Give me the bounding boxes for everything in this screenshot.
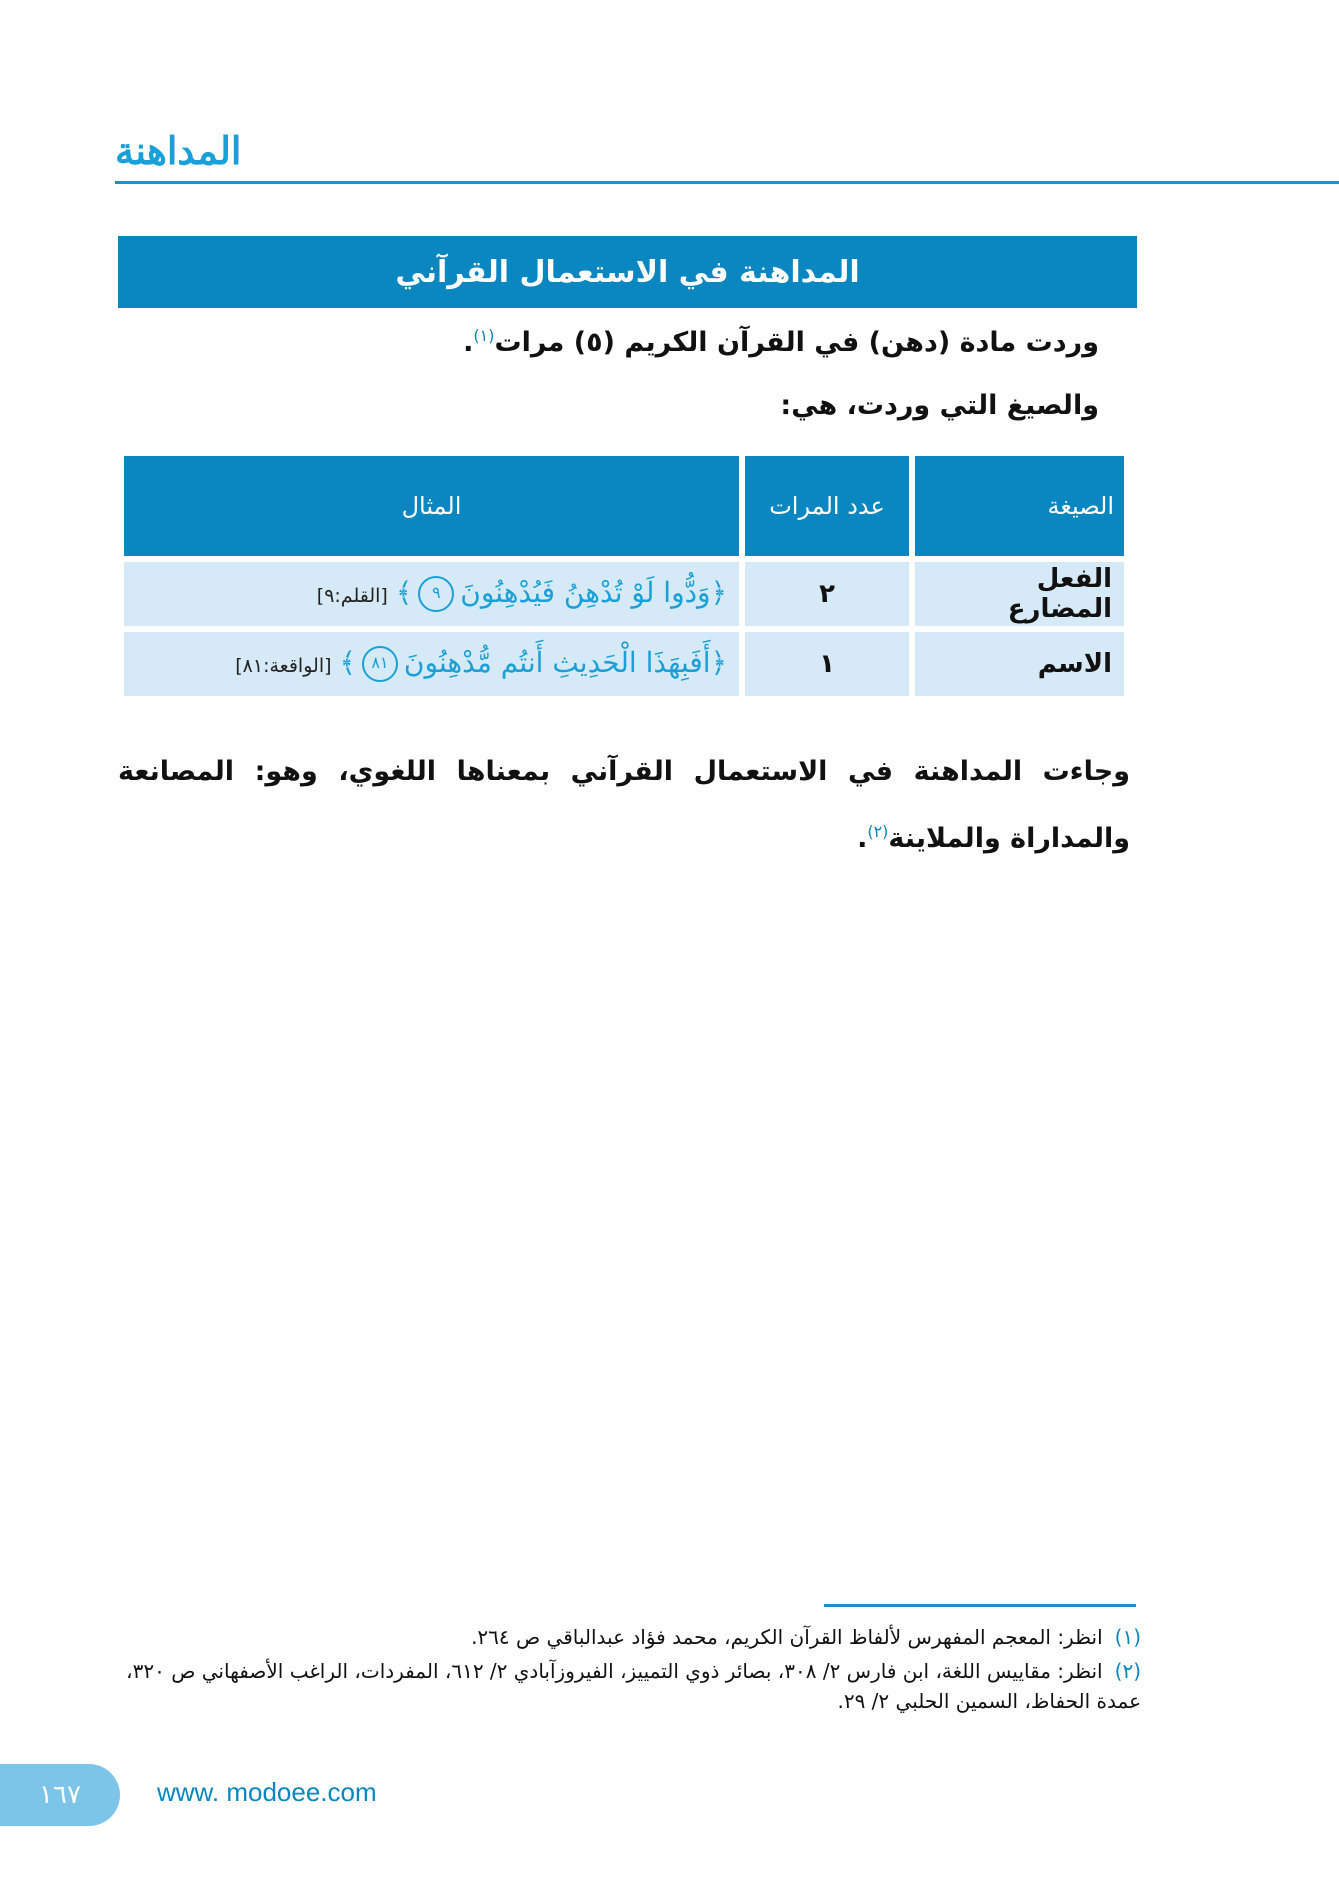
intro-line-2: والصيغ التي وردت، هي:: [780, 390, 1099, 421]
header-form: الصيغة: [915, 456, 1124, 556]
verse-reference: [القلم:٩]: [316, 584, 388, 607]
section-title-bar: [118, 236, 1137, 308]
table-row: [124, 562, 1124, 626]
footnote-2: [119, 1656, 1141, 1716]
footnote-1: [119, 1622, 1141, 1652]
page-number: ١٦٧: [39, 1780, 81, 1810]
footnote-separator: [824, 1604, 1136, 1607]
header-count: عدد المرات: [745, 456, 909, 556]
running-header-title: المداهنة: [115, 128, 242, 173]
footnote-ref-2[interactable]: (٢): [867, 822, 889, 841]
footnote-number: (١): [1114, 1625, 1141, 1649]
body-text: وجاءت المداهنة في الاستعمال القرآني بمعناها اللغوي، وهو: المصانعة والمداراة والملاينة: [118, 756, 1130, 854]
table-row: [124, 632, 1124, 696]
verse-text: ﴿أَفَبِهَذَا الْحَدِيثِ أَنتُم مُّدْهِنُونَ: [403, 645, 727, 679]
example-cell: [124, 632, 739, 696]
intro-text: وردت مادة (دهن) في القرآن الكريم (٥) مرات: [494, 327, 1099, 358]
example-cell: [124, 562, 739, 626]
footnote-ref-1[interactable]: (١): [473, 326, 495, 345]
ayah-number-marker: ٨١: [362, 646, 398, 682]
count-cell: ١: [745, 632, 909, 696]
word-forms-table: [118, 450, 1130, 702]
footnote-text: انظر: المعجم المفهرس لألفاظ القرآن الكريم، محمد فؤاد عبدالباقي ص ٢٦٤.: [471, 1625, 1103, 1649]
intro-line-1: [463, 326, 1099, 358]
table-header-row: [124, 456, 1124, 556]
body-period: .: [857, 823, 868, 854]
website-link[interactable]: www. modoee.com: [157, 1777, 377, 1807]
header-rule: [115, 181, 1339, 184]
form-cell: الاسم: [915, 632, 1124, 696]
verse-reference: [الواقعة:٨١]: [235, 654, 332, 677]
ayah-number-marker: ٩: [418, 576, 454, 612]
page-number-badge: [0, 1764, 120, 1826]
intro-period: .: [463, 327, 474, 358]
verse-close: ﴾: [395, 575, 413, 609]
verse-close: ﴾: [339, 645, 356, 679]
verse-text: ﴿وَدُّوا لَوْ تُدْهِنُ فَيُدْهِنُونَ: [460, 575, 727, 609]
footnote-text: انظر: مقاييس اللغة، ابن فارس ٢/ ٣٠٨، بصائر ذوي التمييز، الفيروزآبادي ٢/ ٦١٢، المفردات، الراغب الأصفهاني ص ٣٢٠، عمدة الحفاظ، السمين الحلبي ٢/ ٢٩.: [126, 1659, 1141, 1713]
body-paragraph: [118, 742, 1130, 869]
form-cell: الفعل المضارع: [915, 562, 1124, 626]
section-title: المداهنة في الاستعمال القرآني: [395, 254, 860, 290]
footnote-number: (٢): [1114, 1659, 1141, 1683]
header-example: المثال: [124, 456, 739, 556]
count-cell: ٢: [745, 562, 909, 626]
